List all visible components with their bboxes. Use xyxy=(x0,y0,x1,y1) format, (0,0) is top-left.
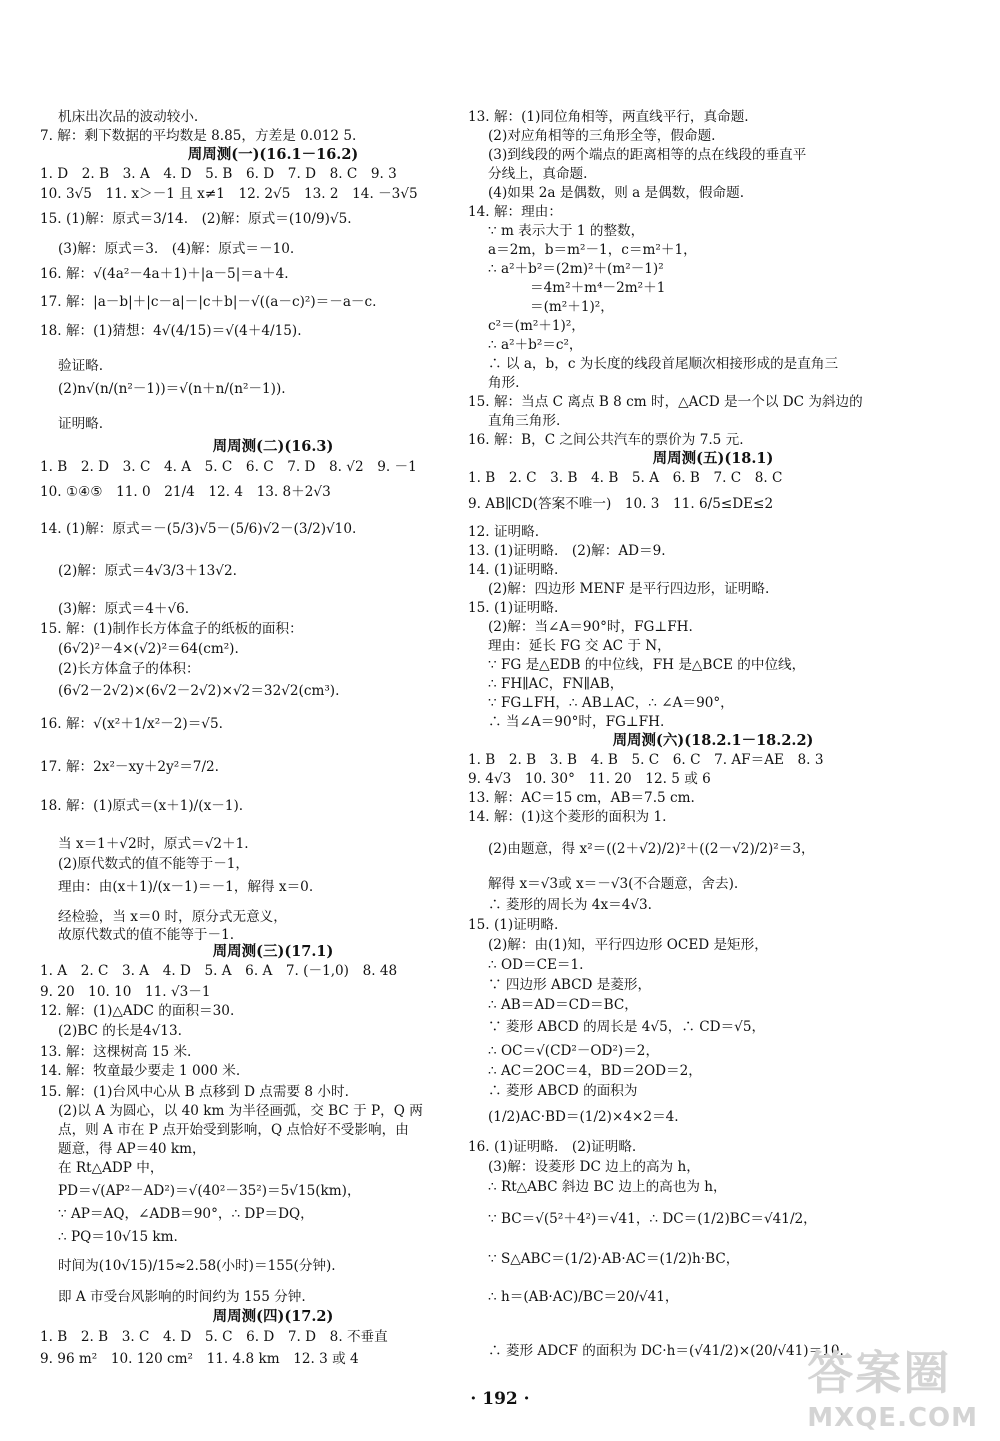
page-number: · 192 · xyxy=(470,1389,530,1409)
answer-line: 1. B 2. B 3. B 4. B 5. C 6. C 7. AF＝AE 8. 3 xyxy=(468,752,824,768)
answer-line: 时间为(10√15)/15≈2.58(小时)＝155(分钟). xyxy=(58,1258,336,1274)
answer-line: 18. 解：(1)原式＝(x＋1)/(x－1). xyxy=(40,798,244,814)
watermark-url: MXQE.COM xyxy=(807,1403,978,1433)
section-heading: 周周测(三)(17.1) xyxy=(212,943,334,960)
answer-line: a＝2m，b＝m²－1，c＝m²＋1， xyxy=(488,242,697,258)
answer-line: (3)到线段的两个端点的距离相等的点在线段的垂直平 xyxy=(488,147,807,163)
answer-line: 16. (1)证明略. (2)证明略. xyxy=(468,1139,637,1155)
answer-line: 9. AB∥CD(答案不唯一) 10. 3 11. 6/5≤DE≤2 xyxy=(468,496,774,512)
answer-line: ∴ AC＝2OC＝4，BD＝2OD＝2， xyxy=(488,1063,702,1079)
answer-line: 13. (1)证明略. (2)解：AD＝9. xyxy=(468,543,666,559)
answer-line: 15. (1)证明略. xyxy=(468,917,559,933)
answer-line: 1. B 2. C 3. B 4. B 5. A 6. B 7. C 8. C xyxy=(468,470,783,486)
answer-line: 1. A 2. C 3. A 4. D 5. A 6. A 7. (－1,0) 8. 48 xyxy=(40,963,398,979)
answer-line: ∵ BC＝√(5²＋4²)＝√41，∴ DC＝(1/2)BC＝√41/2， xyxy=(488,1211,817,1227)
answer-line: ∴ 菱形的周长为 4x＝4√3. xyxy=(488,897,652,913)
answer-line: 当 x＝1＋√2时，原式＝√2＋1. xyxy=(58,836,249,852)
answer-line: (3)解：原式＝3. (4)解：原式＝－10. xyxy=(58,241,295,257)
answer-line: 17. 解：|a－b|＋|c－a|－|c＋b|－√((a－c)²)＝－a－c. xyxy=(40,294,377,310)
section-heading: 周周测(五)(18.1) xyxy=(652,450,774,467)
answer-line: (2)解：四边形 MENF 是平行四边形，证明略. xyxy=(488,581,770,597)
answer-line: 1. B 2. D 3. C 4. A 5. C 6. C 7. D 8. √2 9. －1 xyxy=(40,459,417,475)
answer-line: 机床出次品的波动较小. xyxy=(58,109,199,125)
answer-line: 证明略. xyxy=(58,416,104,432)
answer-line: ∴ 菱形 ADCF 的面积为 DC·h＝(√41/2)×(20/√41)＝10. xyxy=(488,1343,844,1359)
answer-line: ∴ a²＋b²＝(2m)²＋(m²－1)² xyxy=(488,261,664,277)
answer-line: (2)n√(n/(n²－1))＝√(n＋n/(n²－1)). xyxy=(58,381,286,397)
answer-line: ∵ 菱形 ABCD 的周长是 4√5，∴ CD＝√5， xyxy=(488,1019,766,1035)
answer-line: 15. 解：(1)制作长方体盒子的纸板的面积： xyxy=(40,621,303,637)
answer-line: (6√2－2√2)×(6√2－2√2)×√2＝32√2(cm³). xyxy=(58,683,340,699)
answer-line: 17. 解：2x²－xy＋2y²＝7/2. xyxy=(40,759,219,775)
answer-line: (2)原代数式的值不能等于－1， xyxy=(58,856,250,872)
answer-line: 验证略. xyxy=(58,358,104,374)
answer-line: 10. ①④⑤ 11. 0 21/4 12. 4 13. 8＋2√3 xyxy=(40,484,331,500)
answer-line: 14. (1)解：原式＝－(5/3)√5－(5/6)√2－(3/2)√10. xyxy=(40,521,357,537)
answer-line: c²＝(m²＋1)²， xyxy=(488,318,585,334)
answer-line: (2)解：当∠A＝90°时，FG⊥FH. xyxy=(488,619,693,635)
answer-line: (2)由题意，得 x²＝((2＋√2)/2)²＋((2－√2)/2)²＝3， xyxy=(488,841,815,857)
answer-line: ∵ m 表示大于 1 的整数， xyxy=(488,223,645,239)
answer-line: 16. 解：√(4a²－4a＋1)＋|a－5|＝a＋4. xyxy=(40,266,289,282)
answer-line: ∴ PQ＝10√15 km. xyxy=(58,1229,178,1245)
answer-line: (6√2)²－4×(√2)²＝64(cm²). xyxy=(58,641,239,657)
answer-line: 12. 证明略. xyxy=(468,524,540,540)
answer-line: ∴ h＝(AB·AC)/BC＝20/√41， xyxy=(488,1289,679,1305)
answer-line: 14. (1)证明略. xyxy=(468,562,559,578)
watermark-logo xyxy=(807,1337,978,1433)
answer-line: 角形. xyxy=(488,375,520,391)
answer-line: 理由：由(x＋1)/(x－1)＝－1，解得 x＝0. xyxy=(58,879,314,895)
answer-line: ∵ FG⊥FH，∴ AB⊥AC，∴ ∠A＝90°， xyxy=(488,695,734,711)
answer-line: ∵ S△ABC＝(1/2)·AB·AC＝(1/2)h·BC， xyxy=(488,1251,740,1267)
answer-line: 16. 解：√(x²＋1/x²－2)＝√5. xyxy=(40,716,223,732)
answer-line: 经检验，当 x＝0 时，原分式无意义， xyxy=(58,909,287,925)
answer-line: (2)以 A 为圆心，以 40 km 为半径画弧，交 BC 于 P，Q 两 xyxy=(58,1103,423,1119)
answer-line: 在 Rt△ADP 中， xyxy=(58,1160,164,1176)
answer-line: ∴ FH∥AC，FN∥AB， xyxy=(488,676,624,692)
answer-line: ＝(m²＋1)²， xyxy=(530,299,614,315)
answer-line: 15. (1)解：原式＝3/14. (2)解：原式＝(10/9)√5. xyxy=(40,211,352,227)
answer-line: (2)BC 的长是4√13. xyxy=(58,1023,182,1039)
answer-line: 15. 解：当点 C 离点 B 8 cm 时，△ACD 是一个以 DC 为斜边的 xyxy=(468,394,863,410)
answer-line: 7. 解：剩下数据的平均数是 8.85，方差是 0.012 5. xyxy=(40,128,357,144)
answer-line: ∴ OC＝√(CD²－OD²)＝2， xyxy=(488,1043,660,1059)
answer-line: 分线上，真命题. xyxy=(488,166,588,182)
section-heading: 周周测(二)(16.3) xyxy=(212,438,334,455)
answer-line: 故原代数式的值不能等于－1. xyxy=(58,927,235,943)
answer-line: 13. 解：AC＝15 cm，AB＝7.5 cm. xyxy=(468,790,695,806)
answer-line: (2)对应角相等的三角形全等，假命题. xyxy=(488,128,716,144)
answer-line: 即 A 市受台风影响的时间约为 155 分钟. xyxy=(58,1289,306,1305)
answer-line: 13. 解：这棵树高 15 米. xyxy=(40,1044,192,1060)
answer-line: 18. 解：(1)猜想：4√(4/15)＝√(4＋4/15). xyxy=(40,323,302,339)
answer-line: (4)如果 2a 是偶数，则 a 是偶数，假命题. xyxy=(488,185,745,201)
answer-line: PD＝√(AP²－AD²)＝√(40²－35²)＝5√15(km)， xyxy=(58,1183,361,1199)
answer-line: ∴ 当∠A＝90°时，FG⊥FH. xyxy=(488,714,665,730)
section-heading: 周周测(一)(16.1－16.2) xyxy=(187,146,359,163)
answer-line: ∴ AB＝AD＝CD＝BC， xyxy=(488,997,638,1013)
answer-line: 12. 解：(1)△ADC 的面积＝30. xyxy=(40,1003,235,1019)
section-heading: 周周测(六)(18.2.1－18.2.2) xyxy=(612,732,814,749)
answer-line: (2)解：由(1)知，平行四边形 OCED 是矩形， xyxy=(488,937,768,953)
answer-line: ∴ 以 a，b，c 为长度的线段首尾顺次相接形成的是直角三 xyxy=(488,356,839,372)
answer-line: 9. 96 m² 10. 120 cm² 11. 4.8 km 12. 3 或 4 xyxy=(40,1351,359,1367)
answer-line: 题意，得 AP＝40 km， xyxy=(58,1141,206,1157)
answer-line: 14. 解：(1)这个菱形的面积为 1. xyxy=(468,809,667,825)
answer-line: 点，则 A 市在 P 点开始受到影响，Q 点恰好不受影响，由 xyxy=(58,1122,409,1138)
answer-line: (2)解：原式＝4√3/3＋13√2. xyxy=(58,563,237,579)
answer-line: ＝4m²＋m⁴－2m²＋1 xyxy=(530,280,666,296)
answer-line: 14. 解：牧童最少要走 1 000 米. xyxy=(40,1063,241,1079)
answer-line: ∵ FG 是△EDB 的中位线，FH 是△BCE 的中位线， xyxy=(488,657,806,673)
answer-line: 15. 解：(1)台风中心从 B 点移到 D 点需要 8 小时. xyxy=(40,1084,349,1100)
answer-line: ∵ AP＝AQ，∠ADB＝90°，∴ DP＝DQ， xyxy=(58,1206,314,1222)
answer-line: 9. 20 10. 10 11. √3－1 xyxy=(40,984,211,1000)
answer-line: 10. 3√5 11. x＞－1 且 x≠1 12. 2√5 13. 2 14. －3√5 xyxy=(40,186,418,202)
answer-line: 解得 x＝√3或 x＝－√3(不合题意，舍去). xyxy=(488,876,739,892)
answer-line: (3)解：设菱形 DC 边上的高为 h， xyxy=(488,1159,700,1175)
answer-line: ∴ 菱形 ABCD 的面积为 xyxy=(488,1083,638,1099)
answer-line: 13. 解：(1)同位角相等，两直线平行，真命题. xyxy=(468,109,749,125)
answer-line: 15. (1)证明略. xyxy=(468,600,559,616)
answer-line: (1/2)AC·BD＝(1/2)×4×2＝4. xyxy=(488,1109,679,1125)
answer-line: (3)解：原式＝4＋√6. xyxy=(58,601,190,617)
answer-line: 16. 解：B，C 之间公共汽车的票价为 7.5 元. xyxy=(468,432,744,448)
section-heading: 周周测(四)(17.2) xyxy=(212,1308,334,1325)
answer-line: ∵ 四边形 ABCD 是菱形， xyxy=(488,977,652,993)
watermark-title: 答案圈 xyxy=(807,1346,952,1400)
answer-line: 理由：延长 FG 交 AC 于 N， xyxy=(488,638,671,654)
answer-line: ∴ a²＋b²＝c²， xyxy=(488,337,583,353)
answer-line: 9. 4√3 10. 30° 11. 20 12. 5 或 6 xyxy=(468,771,711,787)
answer-line: 1. D 2. B 3. A 4. D 5. B 6. D 7. D 8. C 9. 3 xyxy=(40,166,397,182)
answer-line: 1. B 2. B 3. C 4. D 5. C 6. D 7. D 8. 不垂直 xyxy=(40,1329,388,1345)
answer-line: 直角三角形. xyxy=(488,413,561,429)
answer-line: (2)长方体盒子的体积： xyxy=(58,661,200,677)
answer-line: 14. 解：理由： xyxy=(468,204,562,220)
answer-line: ∴ Rt△ABC 斜边 BC 边上的高也为 h， xyxy=(488,1179,727,1195)
answer-line: ∴ OD＝CE＝1. xyxy=(488,957,584,973)
